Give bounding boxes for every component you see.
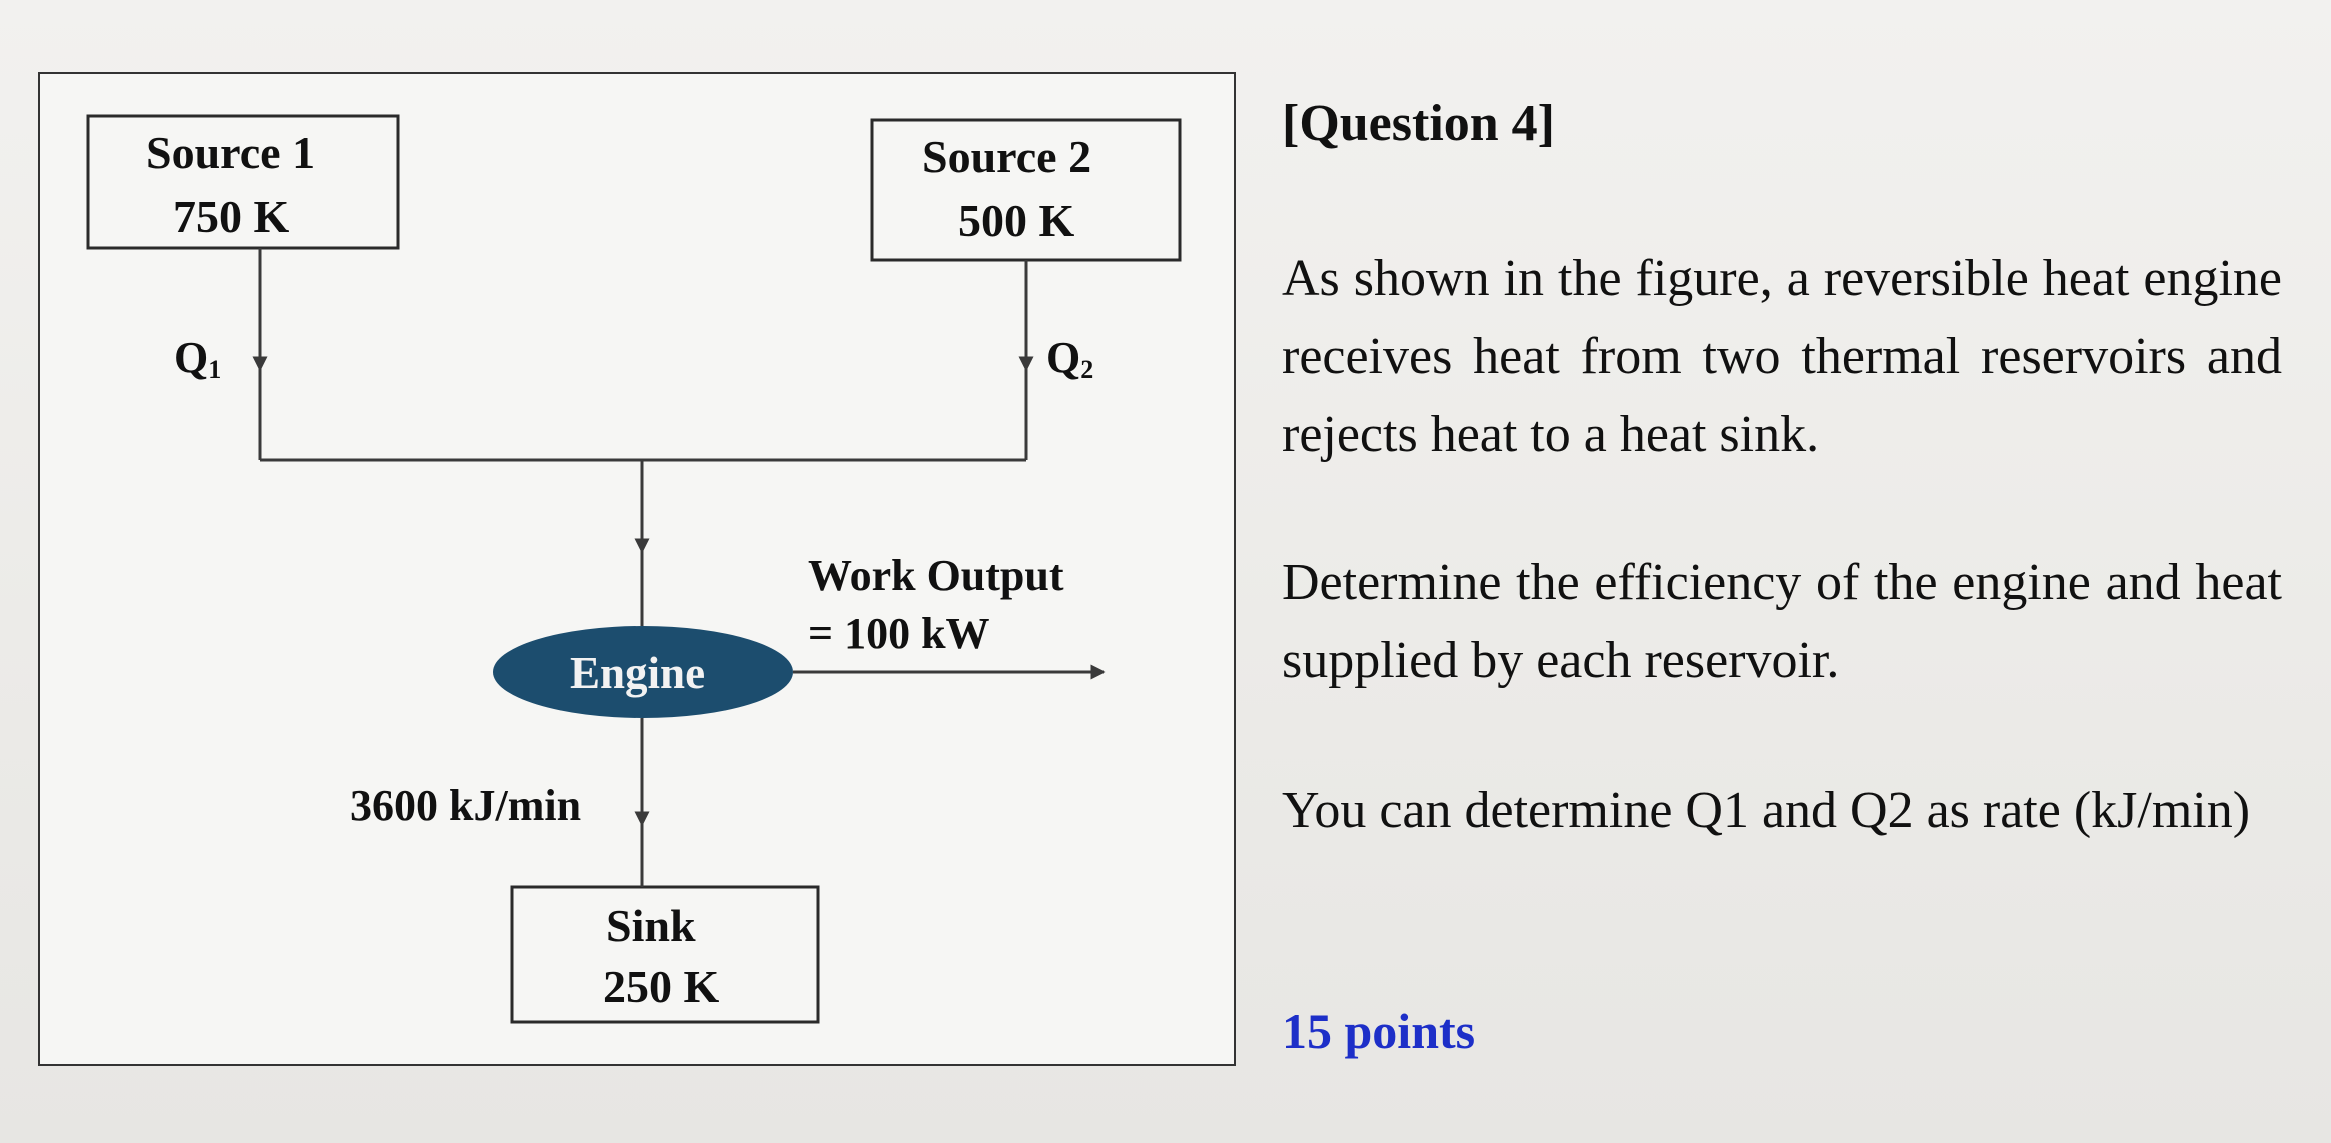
- question-points: 15 points: [1282, 1003, 1476, 1059]
- sink-temp: 250 K: [603, 961, 720, 1012]
- sink-name: Sink: [606, 900, 696, 951]
- source1-name: Source 1: [146, 127, 316, 178]
- work-output-line1: Work Output: [808, 551, 1064, 600]
- engine-label: Engine: [570, 648, 706, 698]
- rejected-heat-label: 3600 kJ/min: [350, 781, 582, 830]
- work-output-line2: = 100 kW: [808, 609, 990, 658]
- question-paragraph-2: Determine the efficiency of the engine and heat supplied by each reservoir.: [1282, 554, 2282, 689]
- source2-temp: 500 K: [958, 195, 1075, 246]
- source2-name: Source 2: [922, 131, 1092, 182]
- source1-temp: 750 K: [173, 191, 290, 242]
- q2-label: $Q_2$: [1046, 333, 1094, 384]
- question-title: [Question 4]: [1282, 95, 1555, 152]
- question-paragraph-3: You can determine Q1 and Q2 as rate (kJ/min): [1282, 782, 2251, 839]
- q1-label: $Q_1$: [174, 333, 222, 384]
- question-paragraph-1: As shown in the figure, a reversible heat engine receives heat from two thermal reservoirs and rejects heat to a heat sink.: [1282, 250, 2282, 463]
